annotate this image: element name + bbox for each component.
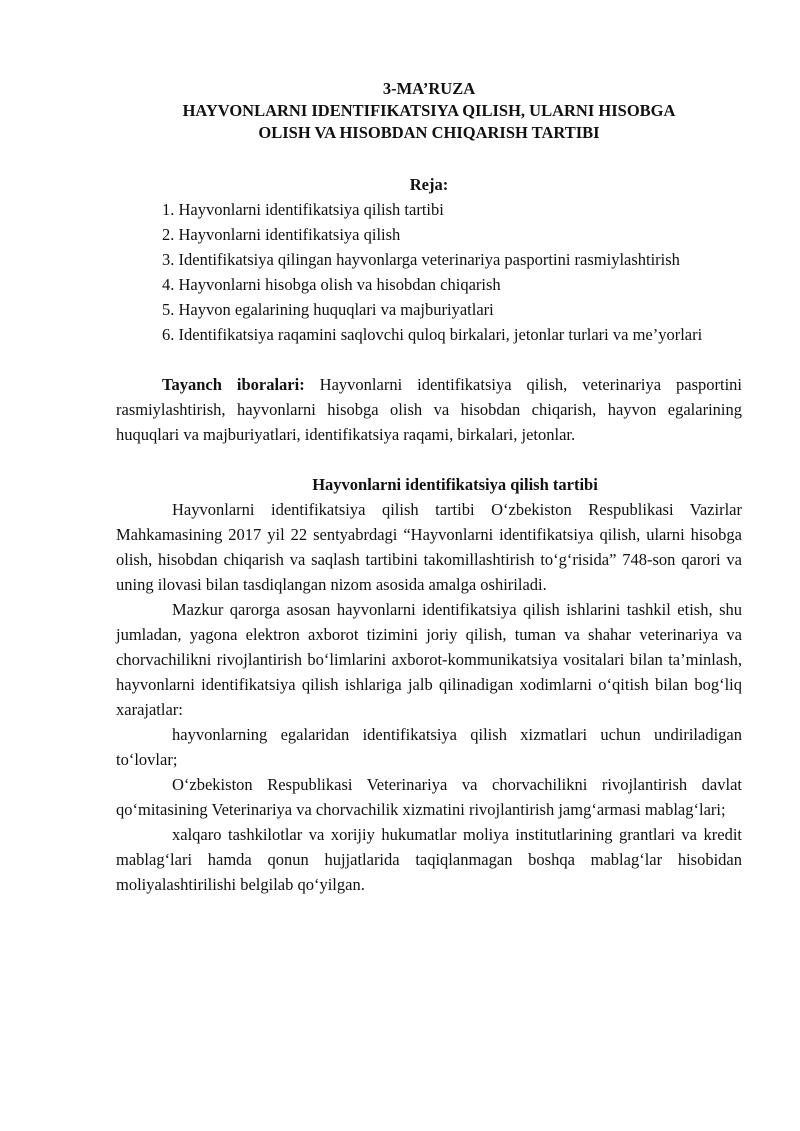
- lecture-title-line-1: HAYVONLARNI IDENTIFIKATSIYA QILISH, ULARNI HISOBGA: [182, 101, 676, 120]
- section-body: [116, 497, 742, 897]
- lecture-title-block: [116, 78, 742, 144]
- plan-item-2: 2. Hayvonlarni identifikatsiya qilish: [162, 225, 401, 244]
- plan-item-6: 6. Identifikatsiya raqamini saqlovchi quloq birkalari, jetonlar turlari va me’yorlari: [162, 325, 703, 344]
- lecture-number: 3-MA’RUZA: [382, 79, 476, 98]
- keywords-label: Tayanch iboralari:: [162, 375, 305, 394]
- plan-heading: Reja:: [409, 175, 449, 194]
- document-page: [116, 72, 742, 897]
- keywords-text: Hayvonlarni identifikatsiya qilish, veterinariya pasportini rasmiylashtirish, hayvonlarni hisobga olish va hisobdan chiqarish, hayvon egalarining huquqlari va majburiyatlari, identifikatsiya raqami, birkalari, jetonlar.: [116, 375, 742, 444]
- section-paragraph-3: hayvonlarning egalaridan identifikatsiya qilish xizmatlari uchun undiriladigan to‘lovlar;: [116, 725, 742, 769]
- plan-item-3: 3. Identifikatsiya qilingan hayvonlarga veterinariya pasportini rasmiylashtirish: [162, 250, 680, 269]
- plan-item-1: 1. Hayvonlarni identifikatsiya qilish tartibi: [162, 200, 444, 219]
- plan-item-5: 5. Hayvon egalarining huquqlari va majburiyatlari: [162, 300, 494, 319]
- plan-item-4: 4. Hayvonlarni hisobga olish va hisobdan chiqarish: [162, 275, 501, 294]
- section-paragraph-5: xalqaro tashkilotlar va xorijiy hukumatlar moliya institutlarining grantlari va kredit mablag‘lari hamda qonun hujjatlarida taqiqlanmagan boshqa mablag‘lar hisobidan moliyalashtirilishi belgilab qo‘yilgan.: [116, 825, 742, 894]
- section-heading: Hayvonlarni identifikatsiya qilish tartibi: [312, 475, 598, 494]
- section-paragraph-1: Hayvonlarni identifikatsiya qilish tartibi O‘zbekiston Respublikasi Vazirlar Mahkamasining 2017 yil 22 sentyabrdagi “Hayvonlarni identifikatsiya qilish, ularni hisobga olish, hisobdan chiqarish va saqlash tartibini takomillashtirish to‘g‘risida” 748-son qarori va uning ilovasi bilan tasdiqlangan nizom asosida amalga oshiriladi.: [116, 500, 742, 594]
- plan-list: [116, 197, 742, 347]
- section-paragraph-2: Mazkur qarorga asosan hayvonlarni identifikatsiya qilish ishlarini tashkil etish, shu jumladan, yagona elektron axborot tizimini joriy qilish, tuman va shahar veterinariya va chorvachilikni rivojlantirish bo‘limlarini axborot-kommunikatsiya vositalari bilan ta’minlash, hayvonlarni identifikatsiya qilish ishlariga jalb qilinadigan xodimlarni o‘qitish bilan bog‘liq xarajatlar:: [116, 600, 742, 719]
- section-paragraph-4: O‘zbekiston Respublikasi Veterinariya va chorvachilikni rivojlantirish davlat qo‘mitasining Veterinariya va chorvachilik xizmatini rivojlantirish jamg‘armasi mablag‘lari;: [116, 775, 742, 819]
- lecture-title-line-2: OLISH VA HISOBDAN CHIQARISH TARTIBI: [258, 123, 600, 142]
- keywords-paragraph: [116, 372, 742, 447]
